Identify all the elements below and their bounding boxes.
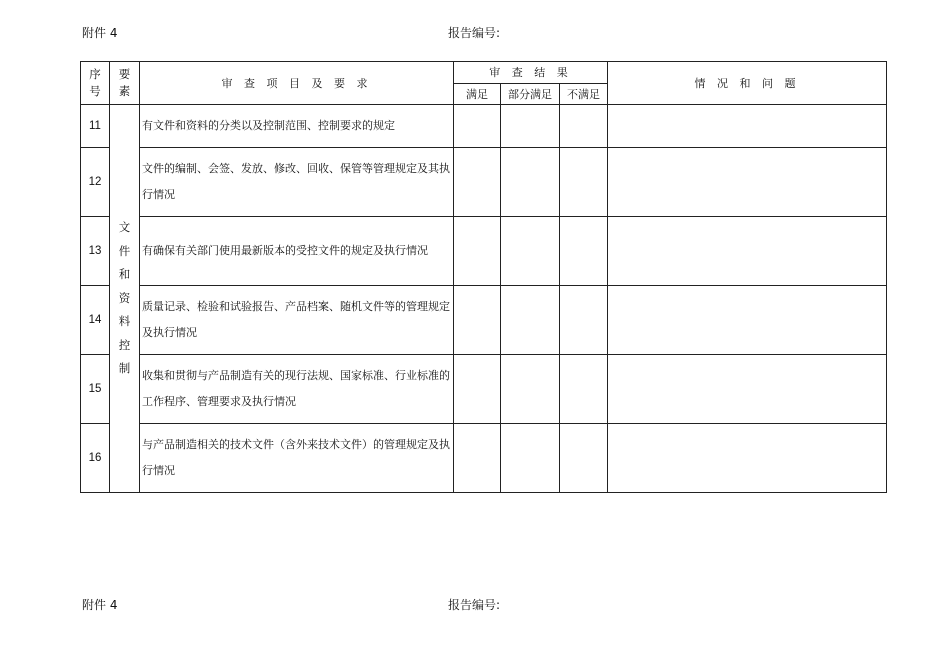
result-satisfied-cell[interactable]	[454, 286, 501, 355]
result-satisfied-cell[interactable]	[454, 148, 501, 217]
requirement-text: 文件的编制、会签、发放、修改、回收、保管等管理规定及其执行情况	[140, 148, 454, 217]
attachment-label: 附件 4	[82, 26, 118, 40]
column-header-notes: 情 况 和 问 题	[608, 62, 887, 105]
row-number: 15	[81, 355, 110, 424]
notes-cell[interactable]	[608, 424, 887, 493]
requirement-text: 收集和贯彻与产品制造有关的现行法规、国家标准、行业标准的工作程序、管理要求及执行情况	[140, 355, 454, 424]
row-number: 16	[81, 424, 110, 493]
table-row	[81, 355, 887, 424]
element-cell	[110, 105, 140, 493]
result-partial-cell[interactable]	[501, 355, 560, 424]
audit-table	[80, 61, 887, 493]
footer-attachment-label: 附件 4	[82, 598, 118, 612]
table-row	[81, 286, 887, 355]
notes-cell[interactable]	[608, 286, 887, 355]
table-row	[81, 217, 887, 286]
row-number: 11	[81, 105, 110, 148]
row-number: 14	[81, 286, 110, 355]
row-number: 12	[81, 148, 110, 217]
row-number: 13	[81, 217, 110, 286]
notes-cell[interactable]	[608, 105, 887, 148]
result-partial-cell[interactable]	[501, 286, 560, 355]
result-partial-cell[interactable]	[501, 424, 560, 493]
table-row	[81, 148, 887, 217]
result-unsatisfied-cell[interactable]	[560, 286, 608, 355]
result-partial-cell[interactable]	[501, 148, 560, 217]
result-unsatisfied-cell[interactable]	[560, 148, 608, 217]
column-header-unsatisfied: 不满足	[560, 84, 608, 105]
table-row	[81, 105, 887, 148]
table-header-row	[81, 62, 887, 84]
column-header-seq: 序号	[81, 62, 110, 105]
table-row	[81, 424, 887, 493]
notes-cell[interactable]	[608, 217, 887, 286]
result-satisfied-cell[interactable]	[454, 424, 501, 493]
result-satisfied-cell[interactable]	[454, 217, 501, 286]
requirement-text: 有文件和资料的分类以及控制范围、控制要求的规定	[140, 105, 454, 148]
result-unsatisfied-cell[interactable]	[560, 424, 608, 493]
result-satisfied-cell[interactable]	[454, 355, 501, 424]
column-header-partial: 部分满足	[501, 84, 560, 105]
result-satisfied-cell[interactable]	[454, 105, 501, 148]
notes-cell[interactable]	[608, 355, 887, 424]
element-name: 文件和资料控制	[118, 220, 131, 376]
footer-report-number-label: 报告编号:	[448, 598, 501, 612]
result-unsatisfied-cell[interactable]	[560, 355, 608, 424]
requirement-text: 与产品制造相关的技术文件（含外来技术文件）的管理规定及执行情况	[140, 424, 454, 493]
column-header-items: 审 查 项 目 及 要 求	[140, 62, 454, 105]
requirement-text: 质量记录、检验和试验报告、产品档案、随机文件等的管理规定及执行情况	[140, 286, 454, 355]
result-partial-cell[interactable]	[501, 105, 560, 148]
result-unsatisfied-cell[interactable]	[560, 105, 608, 148]
result-unsatisfied-cell[interactable]	[560, 217, 608, 286]
report-number-label: 报告编号:	[448, 26, 501, 40]
requirement-text: 有确保有关部门使用最新版本的受控文件的规定及执行情况	[140, 217, 454, 286]
result-partial-cell[interactable]	[501, 217, 560, 286]
notes-cell[interactable]	[608, 148, 887, 217]
column-header-satisfied: 满足	[454, 84, 501, 105]
column-header-element: 要素	[110, 62, 140, 105]
column-header-result: 审 查 结 果	[454, 62, 608, 84]
